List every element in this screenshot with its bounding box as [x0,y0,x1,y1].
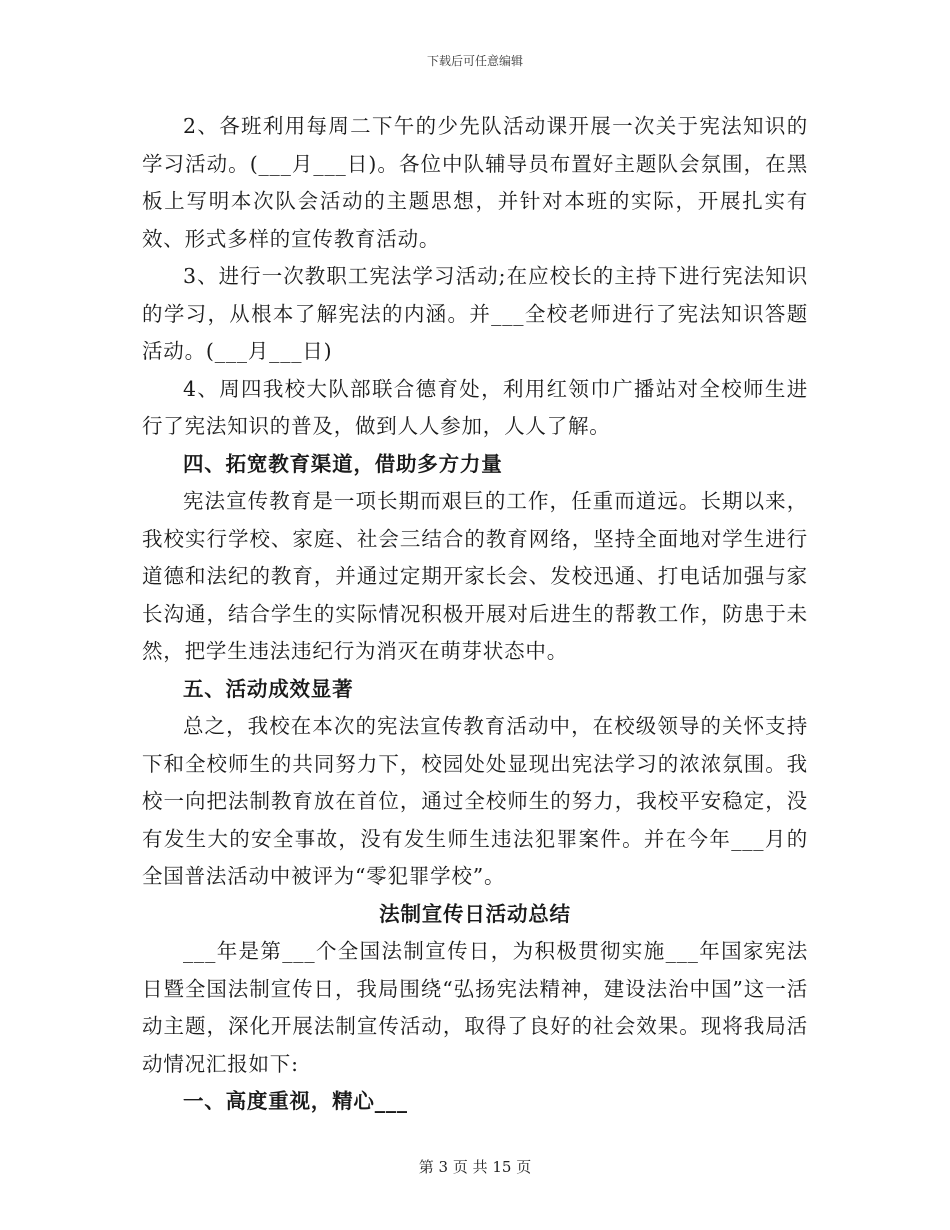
paragraph-broadcast: 4、周四我校大队部联合德育处，利用红领巾广播站对全校师生进行了宪法知识的普及，做到人人参加，人人了解。 [142,376,808,438]
paragraph-education-channels: 宪法宣传教育是一项长期而艰巨的工作，任重而道远。长期以来，我校实行学校、家庭、社会三结合的教育网络，坚持全面地对学生进行道德和法纪的教育，并通过定期开家长会、发校迅通、打电话加强与家长沟通，结合学生的实际情况积极开展对后进生的帮教工作，防患于未然，把学生违法违纪行为消灭在萌芽状态中。 [142,489,808,663]
page-number: 第 3 页 共 15 页 [418,1158,532,1176]
paragraph-intro: ___年是第___个全国法制宣传日，为积极贯彻实施___年国家宪法日暨全国法制宣传日，我局围绕“弘扬宪法精神，建设法治中国”这一活动主题，深化开展法制宣传活动，取得了良好的社会效果。现将我局活动情况汇报如下: [142,939,808,1076]
section-heading-1: 一、高度重视，精心___ [183,1089,408,1113]
paragraph-class-activity: 2、各班利用每周二下午的少先队活动课开展一次关于宪法知识的学习活动。(___月___日)。各位中队辅导员布置好主题队会氛围，在黑板上写明本次队会活动的主题思想，并针对本班的实际，开展扎实有效、形式多样的宣传教育活动。 [142,114,808,251]
document-body [142,108,808,1121]
paragraph-results: 总之，我校在本次的宪法宣传教育活动中，在校级领导的关怀支持下和全校师生的共同努力下，校园处处显现出宪法学习的浓浓氛围。我校一向把法制教育放在首位，通过全校师生的努力，我校平安稳定，没有发生大的安全事故，没有发生师生违法犯罪案件。并在今年___月的全国普法活动中被评为“零犯罪学校”。 [142,714,808,888]
section-heading-4: 四、拓宽教育渠道，借助多方力量 [183,451,503,476]
page-header-note: 下载后可任意编辑 [426,54,523,68]
paragraph-staff-study: 3、进行一次教职工宪法学习活动;在应校长的主持下进行宪法知识的学习，从根本了解宪法的内涵。并___全校老师进行了宪法知识答题活动。(___月___日) [142,264,808,363]
document-title: 法制宣传日活动总结 [379,901,571,926]
section-heading-5: 五、活动成效显著 [183,676,354,701]
